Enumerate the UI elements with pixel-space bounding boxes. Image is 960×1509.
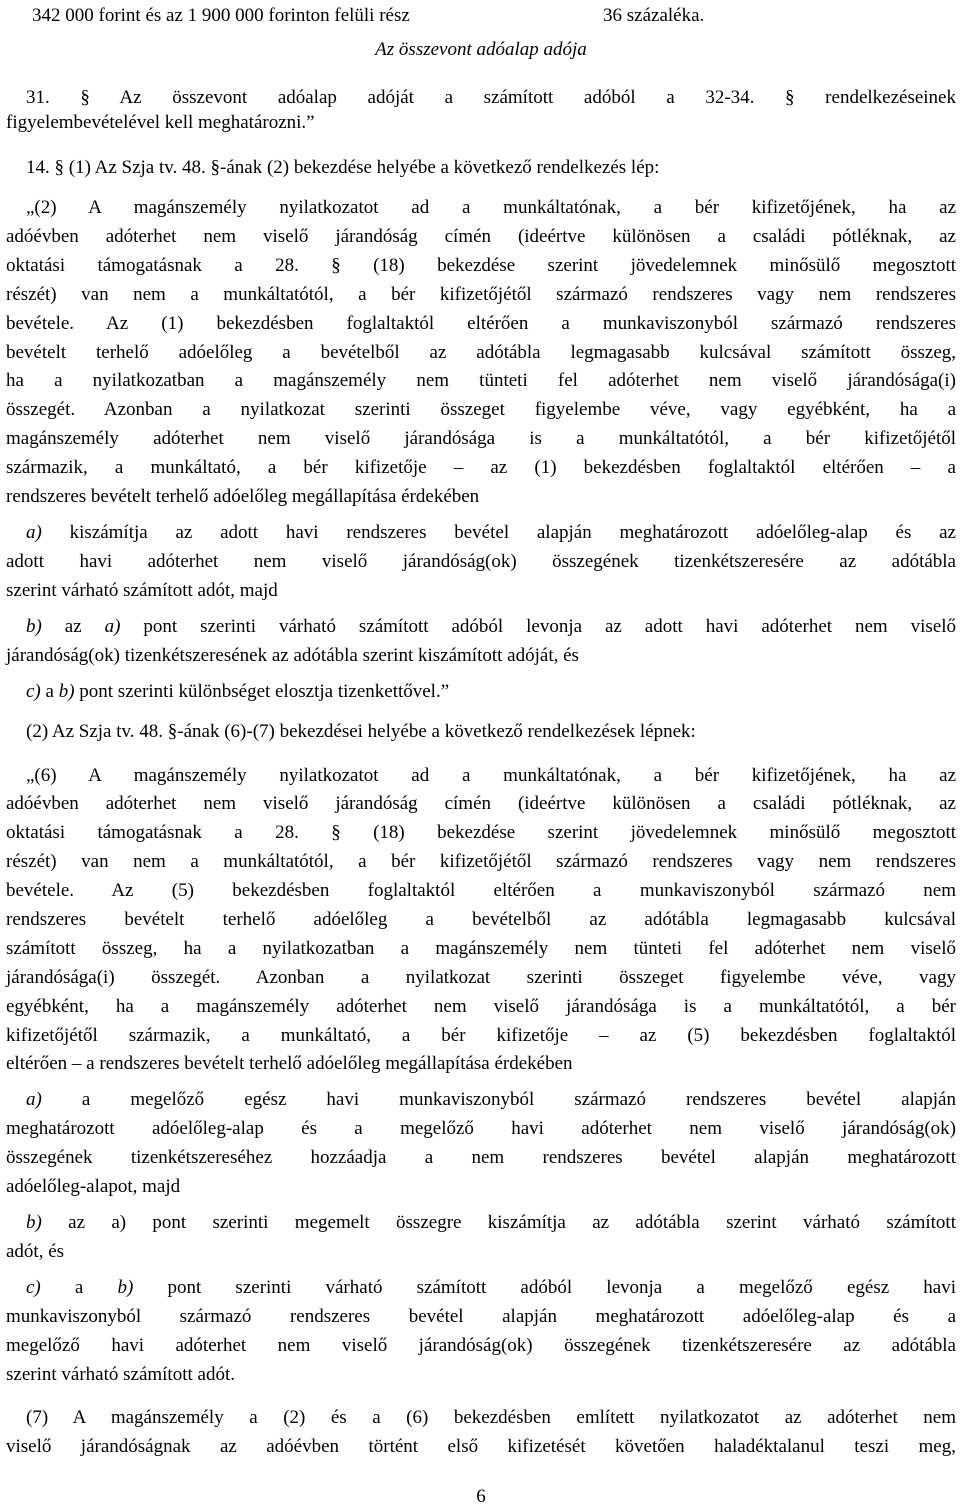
para-6-line-1: „(6) A magánszemély nyilatkozatot ad a munkáltatónak, a bér kifizetőjének, ha az bbox=[26, 765, 956, 786]
para-2-line-5: bevétele. Az (1) bekezdésben foglaltaktól eltérően a munkaviszonyból származó rendszeres bbox=[6, 313, 956, 334]
point-a-6-text: a megelőző egész havi munkaviszonyból származó rendszeres bevétel alapján bbox=[81, 1089, 956, 1110]
point-b-2-pre: az bbox=[64, 616, 82, 637]
para-6-line-2: adóévben adóterhet nem viselő járandóság címén (ideértve különösen a családi pótléknak, az bbox=[6, 793, 956, 814]
para-2-line-6: bevételt terhelő adóelőleg a bevételből az adótábla legmagasabb kulcsával számított összeg, bbox=[6, 342, 956, 363]
para-2-line-4: részét) van nem a munkáltatótól, a bér kifizetőjétől származó rendszeres vagy nem rendszeres bbox=[6, 284, 956, 305]
tax-rate-value: 36 százaléka. bbox=[603, 5, 705, 26]
para-31-line-1: 31. § Az összevont adóalap adóját a számított adóból a 32-34. § rendelkezéseinek bbox=[26, 87, 956, 108]
point-c-6-label: c) bbox=[26, 1277, 41, 1298]
page-number: 6 bbox=[476, 1486, 486, 1507]
para-2-line-1: „(2) A magánszemély nyilatkozatot ad a munkáltatónak, a bér kifizetőjének, ha az bbox=[26, 197, 956, 218]
para-6-line-5: bevétele. Az (5) bekezdésben foglaltaktól eltérően a munkaviszonyból származó nem bbox=[6, 880, 956, 901]
para-31-line-2: figyelembevételével kell meghatározni.” bbox=[6, 112, 315, 133]
point-b-2-line-2: járandóság(ok) tizenkétszeresének az adótábla szerint kiszámított adóját, és bbox=[6, 645, 579, 666]
para-7-line-1: (7) A magánszemély a (2) és a (6) bekezdésben említett nyilatkozatot az adóterhet nem bbox=[26, 1407, 956, 1428]
point-c-6-line-4: szerint várható számított adót. bbox=[6, 1364, 235, 1385]
point-b-6-text: az a) pont szerinti megemelt összegre kiszámítja az adótábla szerint várható számított bbox=[68, 1212, 956, 1233]
point-c-6-line-2: munkaviszonyból származó rendszeres bevétel alapján meghatározott adóelőleg-alap és a bbox=[6, 1306, 956, 1327]
point-a-2-line-2: adott havi adóterhet nem viselő járandóság(ok) összegének tizenkétszeresére az adótábla bbox=[6, 551, 956, 572]
section-14-heading: 14. § (1) Az Szja tv. 48. §-ának (2) bekezdése helyébe a következő rendelkezés lép: bbox=[26, 157, 660, 178]
para-6-line-3: oktatási támogatásnak a 28. § (18) bekezdése szerint jövedelemnek minősülő megosztott bbox=[6, 822, 956, 843]
point-c-label: c) bbox=[26, 681, 41, 702]
section-heading: Az összevont adóalap adója bbox=[375, 39, 587, 60]
point-c-2-pre: a bbox=[45, 681, 54, 702]
para-6-line-10: kifizetőjétől származik, a munkáltató, a bér kifizetője – az (5) bekezdésben foglaltaktól bbox=[6, 1025, 956, 1046]
point-a-6-line-1 bbox=[26, 1087, 956, 1113]
point-a-2-text: kiszámítja az adott havi rendszeres bevétel alapján meghatározott adóelőleg-alap és az bbox=[69, 522, 956, 543]
point-a-6-label: a) bbox=[26, 1089, 42, 1110]
point-b-2-text: pont szerinti várható számított adóból levonja az adott havi adóterhet nem viselő bbox=[143, 616, 957, 637]
point-a-6-line-2: meghatározott adóelőleg-alap és a megelőző havi adóterhet nem viselő járandóság(ok) bbox=[6, 1118, 956, 1139]
point-a-label: a) bbox=[26, 522, 42, 543]
point-c-6-ref: b) bbox=[117, 1277, 134, 1298]
point-c-6-text: pont szerinti várható számított adóból levonja a megelőző egész havi bbox=[167, 1277, 957, 1298]
para-7-line-2: viselő járandóságnak az adóévben történt első kifizetését követően haladéktalanul teszi meg, bbox=[6, 1436, 956, 1457]
para-2-line-9: magánszemély adóterhet nem viselő járandósága is a munkáltatótól, a bér kifizetőjétől bbox=[6, 428, 956, 449]
para-6-line-11: eltérően – a rendszeres bevételt terhelő adóelőleg megállapítása érdekében bbox=[6, 1053, 573, 1074]
point-b-2-ref: a) bbox=[104, 616, 121, 637]
para-2-line-3: oktatási támogatásnak a 28. § (18) bekezdése szerint jövedelemnek minősülő megosztott bbox=[6, 255, 956, 276]
para-6-line-4: részét) van nem a munkáltatótól, a bér kifizetőjétől származó rendszeres vagy nem rendszeres bbox=[6, 851, 956, 872]
point-a-6-line-4: adóelőleg-alapot, majd bbox=[6, 1176, 181, 1197]
point-c-6-line-3: megelőző havi adóterhet nem viselő járandóság(ok) összegének tizenkétszeresére az adótábla bbox=[6, 1335, 956, 1356]
para-6-line-7: számított összeg, ha a nyilatkozatban a magánszemély nem tünteti fel adóterhet nem viselő bbox=[6, 938, 956, 959]
point-b-6-line-1 bbox=[26, 1210, 956, 1236]
point-b-6-line-2: adót, és bbox=[6, 1241, 65, 1262]
para-6-line-9: egyébként, ha a magánszemély adóterhet nem viselő járandósága is a munkáltatótól, a bér bbox=[6, 996, 956, 1017]
section-14-2-heading: (2) Az Szja tv. 48. §-ának (6)-(7) bekezdései helyébe a következő rendelkezések lépnek: bbox=[26, 721, 696, 742]
point-c-6-pre: a bbox=[74, 1277, 84, 1298]
point-c-2-text: pont szerinti különbséget elosztja tizenkettővel.” bbox=[79, 681, 450, 702]
para-2-line-7: ha a nyilatkozatban a magánszemély nem tünteti fel adóterhet nem viselő járandósága(i) bbox=[6, 370, 956, 391]
para-2-line-2: adóévben adóterhet nem viselő járandóság címén (ideértve különösen a családi pótléknak, az bbox=[6, 226, 956, 247]
point-c-2-line bbox=[26, 679, 449, 705]
point-c-2-ref: b) bbox=[58, 681, 75, 702]
point-b-6-label: b) bbox=[26, 1212, 42, 1233]
tax-rate-row bbox=[32, 3, 705, 29]
para-6-line-6: rendszeres bevételt terhelő adóelőleg a bevételből az adótábla legmagasabb kulcsával bbox=[6, 909, 956, 930]
para-6-line-8: járandósága(i) összegét. Azonban a nyilatkozat szerinti összeget figyelembe véve, vagy bbox=[6, 967, 956, 988]
point-b-2-line-1 bbox=[26, 614, 956, 640]
para-2-line-10: származik, a munkáltató, a bér kifizetője – az (1) bekezdésben foglaltaktól eltérően – a bbox=[6, 457, 956, 478]
point-c-6-line-1 bbox=[26, 1275, 956, 1301]
para-2-line-11: rendszeres bevételt terhelő adóelőleg megállapítása érdekében bbox=[6, 486, 480, 507]
point-a-2-line-3: szerint várható számított adót, majd bbox=[6, 580, 278, 601]
point-a-2-line-1 bbox=[26, 520, 956, 546]
point-b-label: b) bbox=[26, 616, 42, 637]
para-2-line-8: összegét. Azonban a nyilatkozat szerinti összeget figyelembe véve, vagy egyébként, ha a bbox=[6, 399, 956, 420]
tax-rate-range: 342 000 forint és az 1 900 000 forinton felüli rész bbox=[32, 5, 410, 26]
point-a-6-line-3: összegének tizenkétszereséhez hozzáadja a nem rendszeres bevétel alapján meghatározott bbox=[6, 1147, 956, 1168]
